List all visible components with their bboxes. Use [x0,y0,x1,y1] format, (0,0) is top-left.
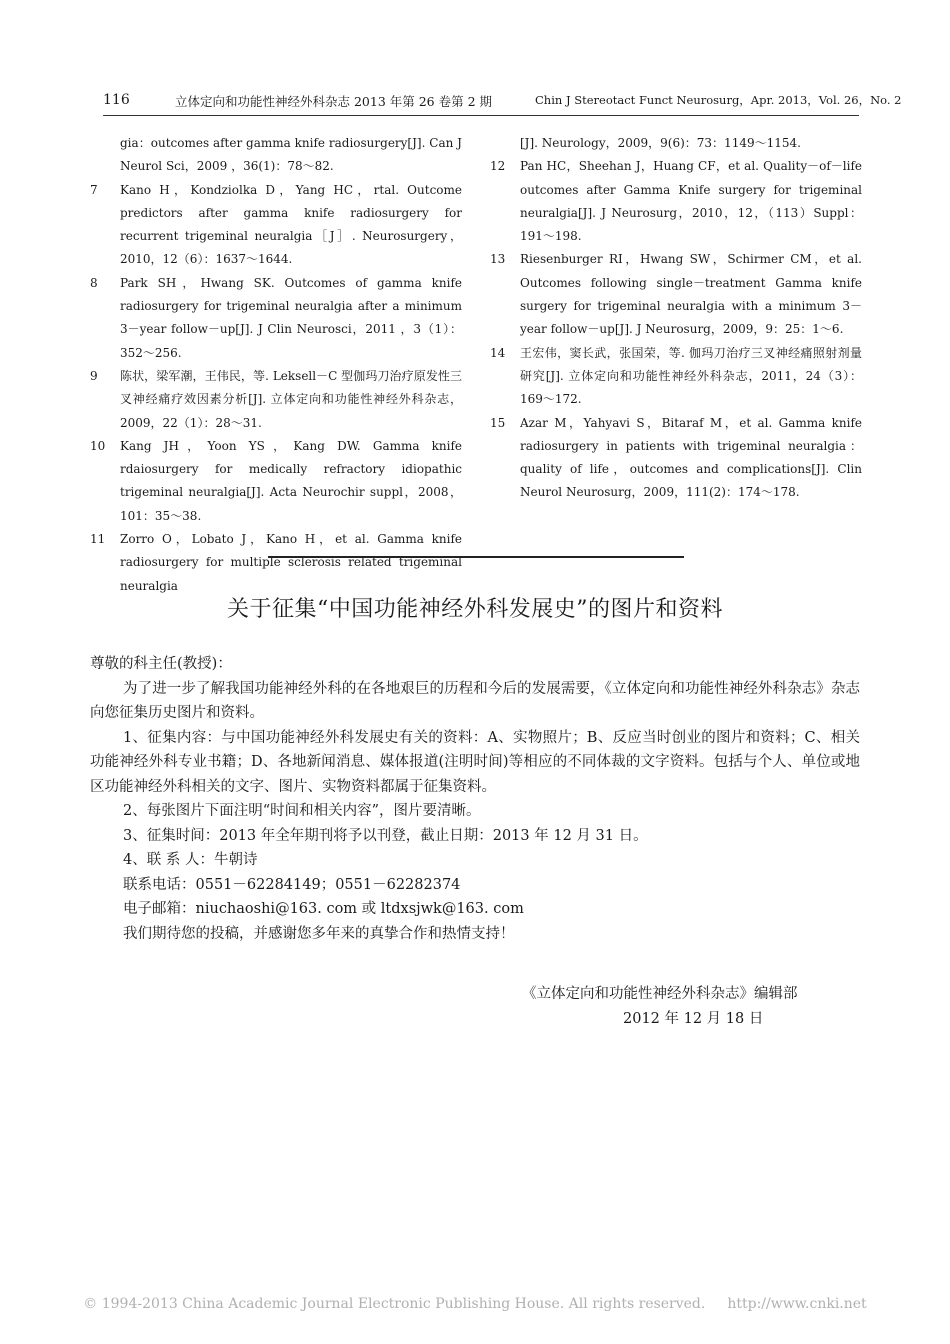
reference-item [90,365,462,435]
reference-item [490,132,862,155]
contact-phone: 联系电话：0551－62284149；0551－62282374 [123,876,461,893]
item-photo-note: 2、每张图片下面注明“时间和相关内容”，图片要清晰。 [123,803,481,819]
reference-text: Zorro O，Lobato J，Kano H，et al. Gamma knife radiosurgery for multiple sclerosis related trigeminal neuralgia [120,532,462,593]
reference-text: Park SH，Hwang SK. Outcomes of gamma knife radiosurgery for trigeminal neuralgia after a minimum 3－year follow－up[J]. J Clin Neurosci，2011 ，3（1）：352～256. [120,275,462,360]
reference-number: 15 [490,415,506,430]
notice-title: 关于征集“中国功能神经外科发展史”的图片和资料 [227,597,723,622]
signature-date: 2012 年 12 月 18 日 [623,1011,764,1027]
running-header [103,92,902,114]
signature-organization: 《立体定向和功能性神经外科杂志》编辑部 [522,986,798,1002]
journal-title-cn: 立体定向和功能性神经外科杂志 2013 年第 26 卷第 2 期 [175,94,493,109]
reference-number: 13 [490,252,506,267]
reference-item [90,132,462,179]
page-number: 116 [103,92,130,108]
copyright-text: © 1994-2013 China Academic Journal Electronic Publishing House. All rights reserved. [83,1296,706,1312]
copyright-footer [0,1296,950,1312]
reference-number: 11 [90,532,106,547]
reference-item [90,435,462,528]
footer-url[interactable]: http://www.cnki.net [727,1296,867,1312]
reference-text: [J]. Neurology，2009，9(6)：73：1149～1154. [520,136,801,150]
section-divider [268,556,684,558]
item-content: 1、征集内容：与中国功能神经外科发展史有关的资料：A、实物照片；B、反应当时创业的图片和资料；C、相关功能神经外科专业书籍；D、各地新闻消息、媒体报道(注明时间)等相应的不同体裁的文字资料。包括与个人、单位或地区功能神经外科相关的文字、图片、实物资料都属于征集资料。 [90,729,860,795]
reference-item [90,179,462,272]
reference-number: 14 [490,345,506,360]
notice-body [90,652,860,946]
reference-text: gia：outcomes after gamma knife radiosurgery[J]. Can J Neurol Sci，2009 ，36(1)：78～82. [120,136,462,174]
references-right-column [490,132,862,505]
reference-text: Pan HC，Sheehan J，Huang CF，et al. Quality－of－life outcomes after Gamma Knife surgery for trigeminal neuralgia[J]. J Neurosurg，2010，12，（113）Suppl：191～198. [520,159,862,244]
closing-line: 我们期待您的投稿，并感谢您多年来的真挚合作和热情支持！ [123,925,515,942]
header-rule [103,115,859,116]
intro-paragraph: 为了进一步了解我国功能神经外科的在各地艰巨的历程和今后的发展需要，《立体定向和功能性神经外科杂志》杂志向您征集历史图片和资料。 [90,680,860,721]
contact-email: 电子邮箱：niuchaoshi@163. com 或 ltdxsjwk@163. com [123,901,524,917]
item-contact-person: 4、联 系 人：牛朝诗 [123,852,258,868]
journal-title-en: Chin J Stereotact Funct Neurosurg，Apr. 2013，Vol. 26，No. 2 [535,93,902,107]
salutation: 尊敬的科主任(教授)： [90,656,232,672]
reference-item [490,412,862,505]
reference-number: 7 [90,182,98,197]
reference-text: Kang JH，Yoon YS，Kang DW. Gamma knife rdaiosurgery for medically refractory idiopathic trigeminal neuralgia[J]. Acta Neurochir suppl，2008，101：35～38. [120,438,462,523]
reference-number: 10 [90,438,106,453]
reference-text: 陈状，梁军潮，王伟民，等. Leksell－C 型伽玛刀治疗原发性三叉神经痛疗效因素分析[J]. 立体定向和功能性神经外科杂志，2009，22（1）：28～31. [120,368,462,430]
reference-item [490,342,862,412]
reference-text: Riesenburger RI，Hwang SW，Schirmer CM，et al. Outcomes following single－treatment Gamma knife surgery for trigeminal neuralgia with a minimum 3－year follow－up[J]. J Neurosurg，2009，9：25：1～6. [520,252,862,337]
reference-item [90,272,462,365]
references-left-column [90,132,462,598]
reference-item [490,155,862,248]
reference-text: Kano H，Kondziolka D，Yang HC，rtal. Outcome predictors after gamma knife radiosurgery for recurrent trigeminal neuralgia［J］. Neurosurgery，2010，12（6）：1637～1644. [120,182,462,267]
reference-text: 王宏伟，窦长武，张国荣，等. 伽玛刀治疗三叉神经痛照射剂量研究[J]. 立体定向和功能性神经外科杂志，2011，24（3）：169～172. [520,345,862,407]
reference-number: 9 [90,368,98,383]
reference-item [90,528,462,598]
reference-number: 8 [90,275,98,290]
reference-item [490,248,862,341]
reference-text: Azar M，Yahyavi S，Bitaraf M，et al. Gamma knife radiosurgery in patients with trigeminal neuralgia：quality of life，outcomes and complications[J]. Clin Neurol Neurosurg，2009，111(2)：174～178. [520,415,862,500]
item-deadline: 3、征集时间：2013 年全年期刊将予以刊登，截止日期：2013 年 12 月 31 日。 [123,827,648,844]
reference-number: 12 [490,159,506,174]
